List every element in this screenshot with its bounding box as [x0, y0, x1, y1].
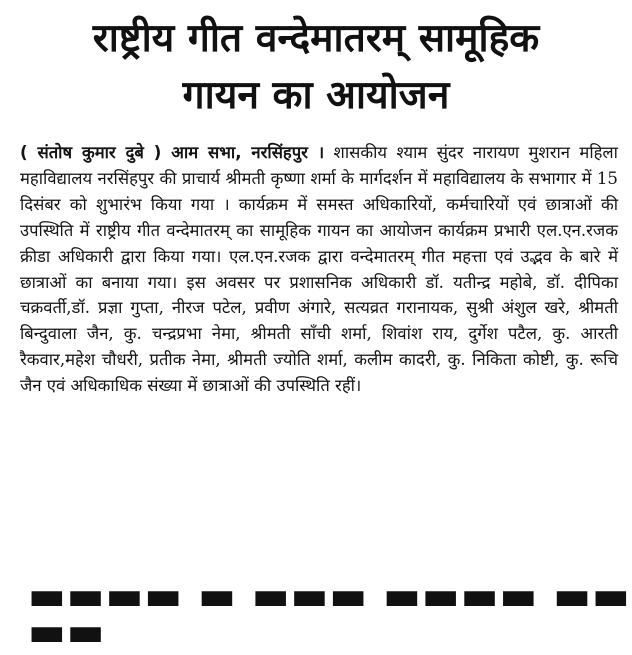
- headline-line-1: राष्ट्रीय गीत वन्देमातरम् सामूहिक: [92, 16, 540, 61]
- article-byline: ( संतोष कुमार दुबे ) आम सभा, नरसिंहपुर ।: [20, 143, 325, 162]
- article-text: शासकीय श्याम सुंदर नारायण मुशरान महिला महाविद्यालय नरसिंहपुर की प्राचार्य श्रीमती कृष्णा शर्मा के मार्गदर्शन में महाविद्यालय के सभागार में 15 दिसंबर को शुभारंभ किया गया । कार्यक्रम में समस्त अधिकारियों, कर्मचारियों एवं छात्राओं की उपस्थिति में राष्ट्रीय गीत वन्देमातरम् का सामूहिक गायन का आयोजन कार्यक्रम प्रभारी एल.एन.रजक क्रीडा अधिकारी द्वारा किया गया। एल.एन.रजक द्वारा वन्देमातरम् गीत महत्ता एवं उद्भव के बारे में छात्राओं का बनाया गया। इस अवसर पर प्रशासनिक अधिकारी डॉ. यतीन्द्र महोबे, डॉ. दीपिका चक्रवर्ती,डॉ. प्रज्ञा गुप्ता, नीरज पटेल, प्रवीण अंगारे, सत्यव्रत गरानायक, सुश्री अंशुल खरे, श्रीमती बिन्दुवाला जैन, कु. चन्द्रप्रभा नेमा, श्रीमती साँची शर्मा, शिवांश राय, दुर्गेश पटैल, कु. आरती रैकवार,महेश चौधरी, प्रतीक नेमा, श्रीमती ज्योति शर्मा, कलीम कादरी, कु. निकिता कोष्टी, कु. रूचि जैन एवं अधिकाधिक संख्या में छात्राओं की उपस्थिति रहीं।: [20, 143, 618, 396]
- article-body: [20, 140, 618, 399]
- article-headline: [0, 0, 632, 124]
- next-headline-fragment: ▬▬▬▬ ▬ ▬▬▬ ▬▬▬▬ ▬▬ ▬▬: [28, 573, 631, 655]
- next-headline-cutoff: [0, 573, 632, 655]
- headline-line-2: गायन का आयोजन: [182, 73, 450, 118]
